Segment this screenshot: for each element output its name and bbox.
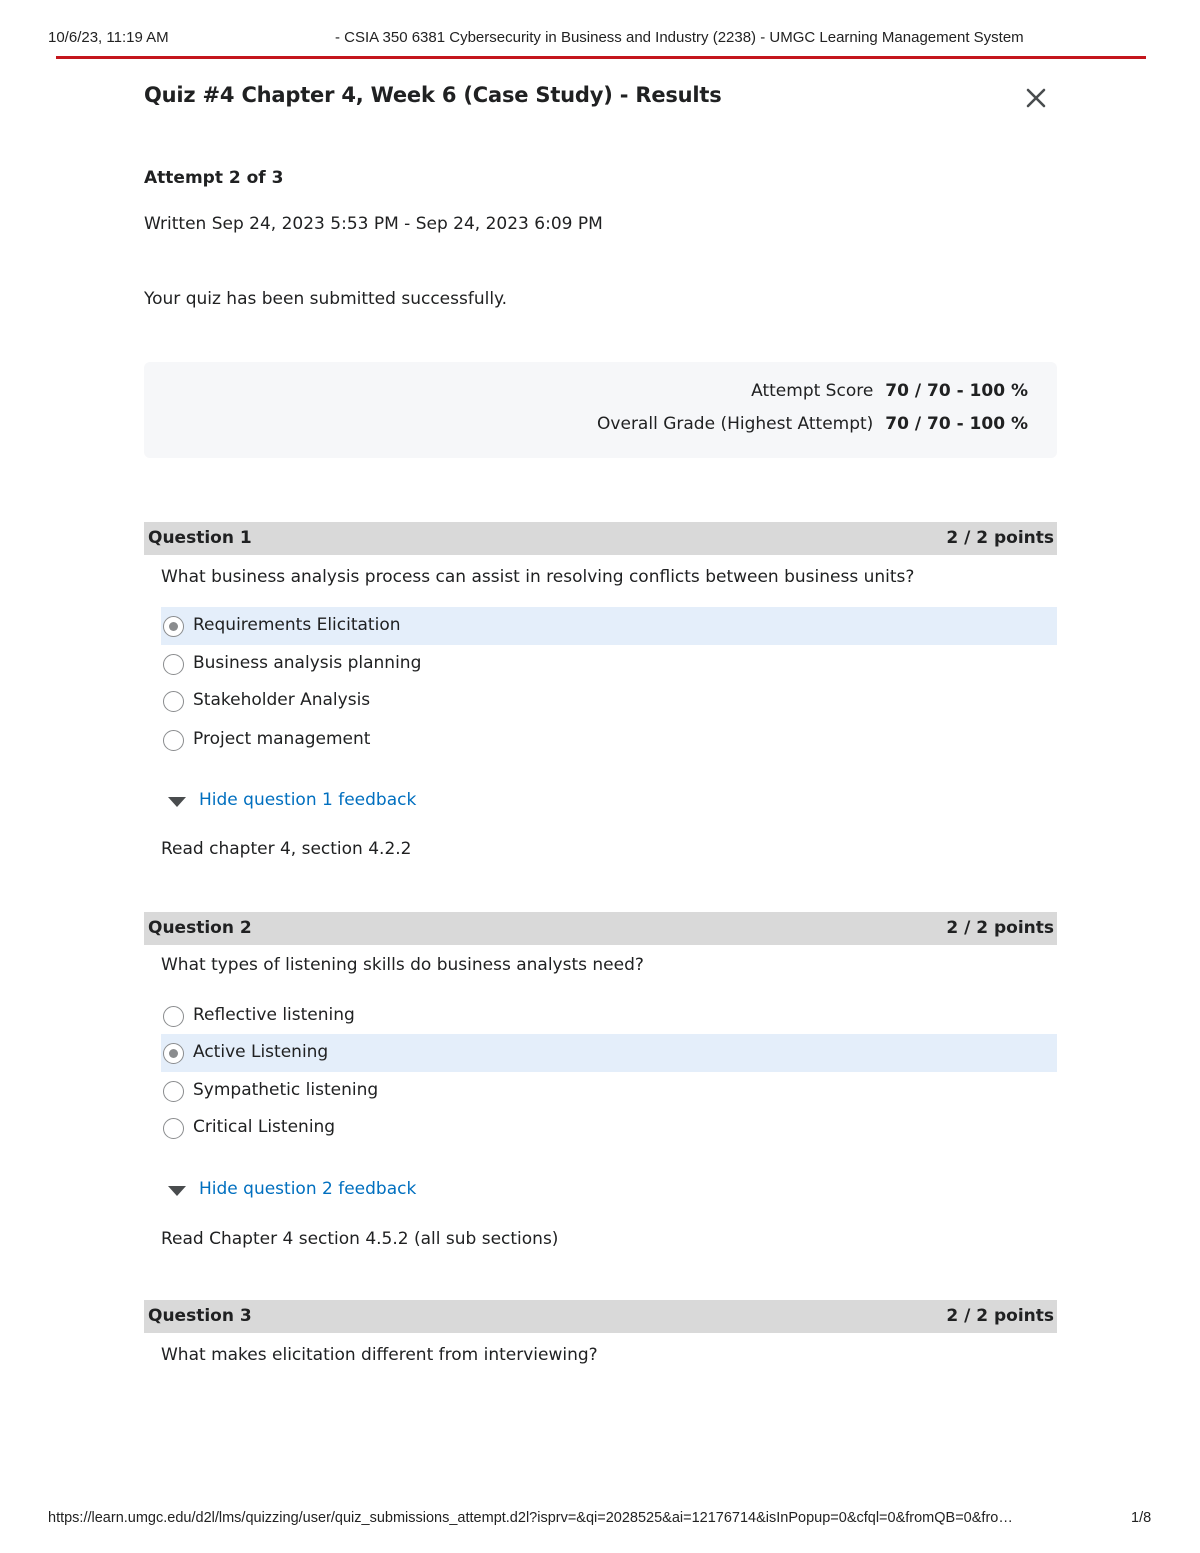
radio-icon — [163, 654, 184, 675]
written-timestamp: Written Sep 24, 2023 5:53 PM - Sep 24, 2023 6:09 PM — [144, 214, 603, 234]
answer-option-label: Business analysis planning — [193, 653, 422, 673]
print-datetime: 10/6/23, 11:19 AM — [48, 29, 169, 46]
header-divider — [56, 56, 1146, 59]
submitted-message: Your quiz has been submitted successfully. — [144, 289, 508, 309]
answer-option-label: Requirements Elicitation — [193, 615, 401, 635]
answer-option-label: Reflective listening — [193, 1005, 355, 1025]
question-header — [144, 522, 1057, 555]
attempt-score-value: 70 / 70 - 100 % — [885, 381, 1028, 401]
question-text: What business analysis process can assist in resolving conflicts between business units? — [161, 567, 915, 587]
feedback-text: Read chapter 4, section 4.2.2 — [161, 839, 412, 859]
attempt-label: Attempt 2 of 3 — [144, 168, 284, 188]
answer-option — [161, 1034, 1057, 1072]
question-title: Question 2 — [148, 918, 252, 938]
page-title: Quiz #4 Chapter 4, Week 6 (Case Study) - Results — [144, 83, 722, 107]
caret-down-icon — [168, 1186, 186, 1196]
question-title: Question 3 — [148, 1306, 252, 1326]
answer-option — [161, 997, 1057, 1035]
radio-selected-icon — [163, 616, 184, 637]
question-text: What types of listening skills do business analysts need? — [161, 955, 644, 975]
overall-grade-row — [597, 414, 1028, 434]
radio-icon — [163, 1006, 184, 1027]
caret-down-icon — [168, 797, 186, 807]
answer-option — [161, 607, 1057, 645]
radio-icon — [163, 1081, 184, 1102]
close-icon[interactable] — [1022, 84, 1050, 112]
feedback-text: Read Chapter 4 section 4.5.2 (all sub sections) — [161, 1229, 559, 1249]
print-footer — [0, 1510, 1200, 1530]
radio-icon — [163, 1118, 184, 1139]
answer-option — [161, 721, 1057, 759]
answer-option-label: Stakeholder Analysis — [193, 690, 371, 710]
hide-feedback-link[interactable]: Hide question 1 feedback — [199, 790, 417, 810]
question-header — [144, 1300, 1057, 1333]
attempt-score-row — [751, 381, 1028, 401]
question-points: 2 / 2 points — [946, 528, 1054, 548]
radio-icon — [163, 730, 184, 751]
answer-option-label: Project management — [193, 729, 371, 749]
answer-option — [161, 682, 1057, 720]
question-points: 2 / 2 points — [946, 1306, 1054, 1326]
print-page-number: 1/8 — [1131, 1510, 1152, 1526]
hide-feedback-link[interactable]: Hide question 2 feedback — [199, 1179, 417, 1199]
question-header — [144, 912, 1057, 945]
radio-selected-icon — [163, 1043, 184, 1064]
answer-option — [161, 1109, 1057, 1147]
answer-option-label: Critical Listening — [193, 1117, 336, 1137]
overall-grade-label: Overall Grade (Highest Attempt) — [597, 414, 874, 434]
print-url: https://learn.umgc.edu/d2l/lms/quizzing/user/quiz_submissions_attempt.d2l?isprv=&qi=2028525&ai=12176714&isInPopup=0&cfql=0&fromQB=0&fro… — [48, 1510, 1013, 1526]
score-summary — [144, 362, 1057, 458]
answer-option — [161, 1072, 1057, 1110]
answer-option-label: Active Listening — [193, 1042, 329, 1062]
answer-option-label: Sympathetic listening — [193, 1080, 379, 1100]
print-header — [0, 27, 1200, 49]
question-title: Question 1 — [148, 528, 252, 548]
print-page-title: - CSIA 350 6381 Cybersecurity in Business and Industry (2238) - UMGC Learning Management System — [335, 29, 1024, 46]
overall-grade-value: 70 / 70 - 100 % — [885, 414, 1028, 434]
answer-option — [161, 645, 1057, 683]
attempt-score-label: Attempt Score — [751, 381, 874, 401]
question-points: 2 / 2 points — [946, 918, 1054, 938]
radio-icon — [163, 691, 184, 712]
question-text: What makes elicitation different from interviewing? — [161, 1345, 598, 1365]
